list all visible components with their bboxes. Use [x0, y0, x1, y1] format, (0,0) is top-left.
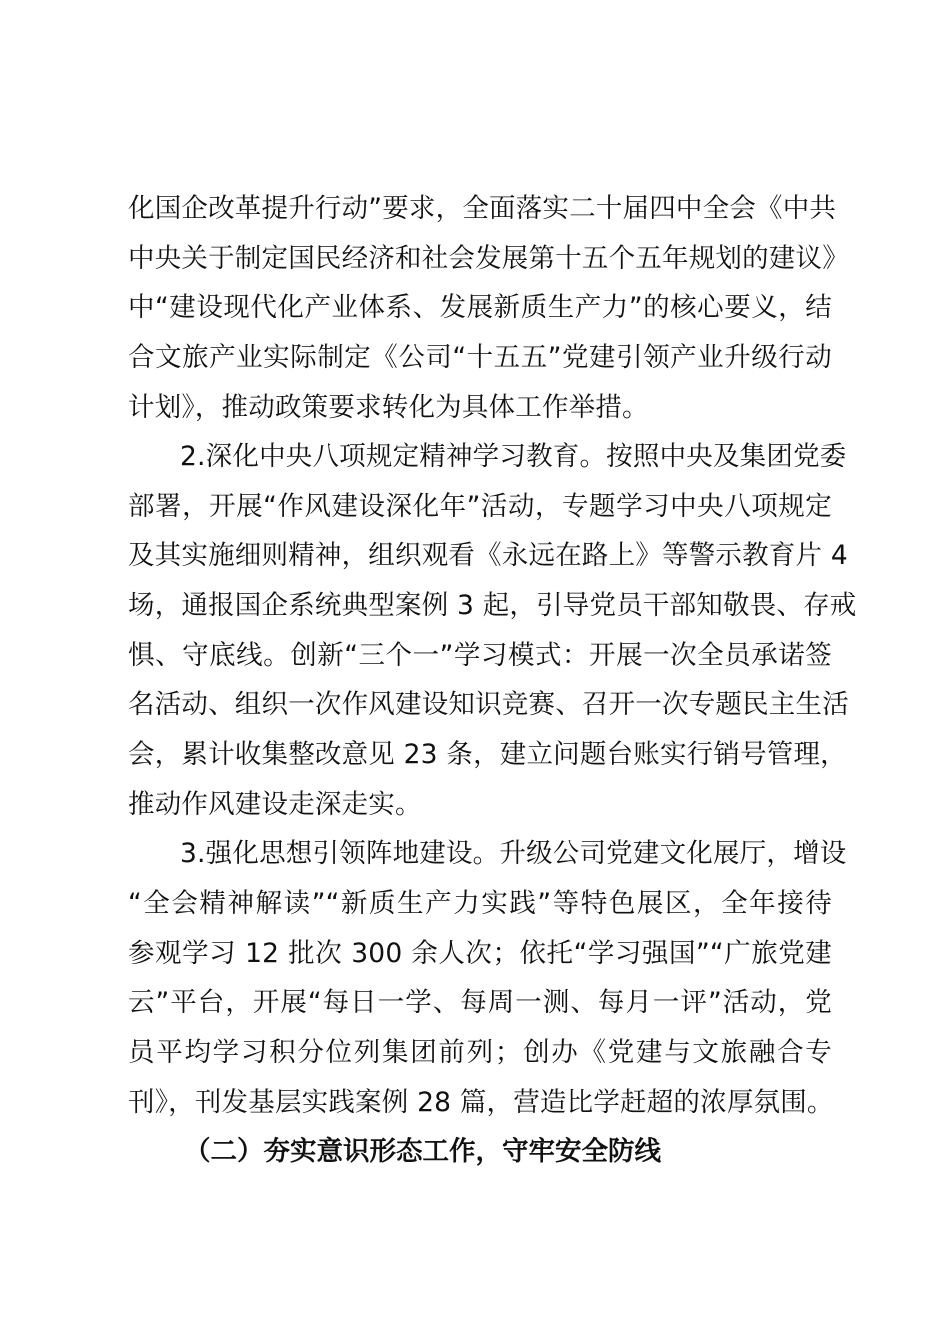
text-line: 2.深化中央八项规定精神学习教育。按照中央及集团党委 [180, 441, 847, 473]
text-line: 场，通报国企系统典型案例 3 起，引导党员干部知敬畏、存戒 [128, 590, 857, 622]
text-line: 惧、守底线。创新“三个一”学习模式：开展一次全员承诺签 [128, 639, 832, 671]
text-line: 3.强化思想引领阵地建设。升级公司党建文化展厅，增设 [180, 838, 847, 870]
text-line: 部署，开展“作风建设深化年”活动，专题学习中央八项规定 [128, 490, 832, 522]
text-line: 计划》，推动政策要求转化为具体工作举措。 [128, 391, 649, 423]
paragraph-continued [128, 184, 849, 432]
text-line: 会，累计收集整改意见 23 条，建立问题台账实行销号管理， [128, 739, 847, 771]
text-line: 名活动、组织一次作风建设知识竞赛、召开一次专题民主生活 [128, 689, 849, 721]
paragraph-item-3 [128, 829, 847, 1127]
text-line: 化国企改革提升行动”要求，全面落实二十届四中全会《中共 [128, 193, 837, 224]
text-line: 中“建设现代化产业体系、发展新质生产力”的核心要义，结 [128, 292, 832, 324]
text-line: 云”平台，开展“每日一学、每周一测、每月一评”活动，党 [128, 987, 832, 1019]
text-line: 推动作风建设走深走实。 [128, 788, 422, 820]
paragraph-item-2 [128, 432, 857, 829]
document-body [128, 184, 857, 1177]
text-line: 刊》，刊发基层实践案例 28 篇，营造比学赶超的浓厚氛围。 [128, 1086, 834, 1118]
text-line: 员平均学习积分位列集团前列；创办《党建与文旅融合专 [128, 1036, 832, 1068]
text-line: 参观学习 12 批次 300 余人次；依托“学习强国”“广旅党建 [128, 937, 832, 969]
text-line: 中央关于制定国民经济和社会发展第十五个五年规划的建议》 [128, 242, 849, 274]
text-line: 及其实施细则精神，组织观看《永远在路上》等警示教育片 4 [128, 540, 848, 572]
text-line: 合文旅产业实际制定《公司“十五五”党建引领产业升级行动 [128, 341, 832, 373]
text-line: “全会精神解读”“新质生产力实践”等特色展区，全年接待 [128, 887, 832, 919]
section-heading: （二）夯实意识形态工作，守牢安全防线 [184, 1136, 661, 1168]
